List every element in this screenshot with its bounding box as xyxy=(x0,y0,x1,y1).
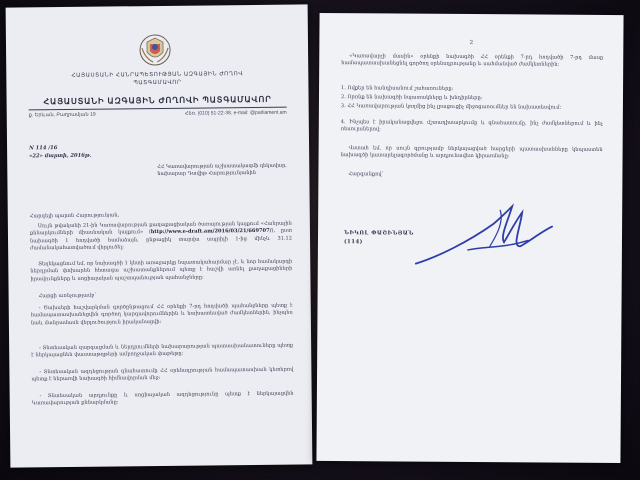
numbered-item: 1. Ովքեր են հանդիսանում շահառուները։ xyxy=(341,85,454,92)
bullet-item: - Տնտեսական ազդեցության գնահատումը ՀՀ օրենսդրության համապատասխան կետերով պետք է ներառվի նախագծի հիմնավորման մեջ։ xyxy=(31,366,294,383)
closing-paragraph: Վստահ եմ, որ սույն գրությամբ ներկայացված հարցերի պատասխանները կնպաստեն նախագծի կատարելագործմանը և արդյունավետ կիրառմանը։ xyxy=(340,145,603,160)
paragraph-1: Սույն թվականի 21-ին Կառավարության քաղաքացիական ծառայության կայքում «Հանրային քննարկումների միասնական կայքում» (http://www.e-draft.am/2016/03/21/669707/), ըստ նախագծի 1 հոդվածի համաձայն, ընթացիկ տարվա ապրիլի 1-ից մինչև 31.12 ժամանակահատվածում վերլուծել։ xyxy=(29,220,293,252)
handwritten-signature xyxy=(408,202,558,273)
recipient-line: ՀՀ Կառավարության աշխատակազմի ղեկավար, xyxy=(157,162,287,171)
address-right: Հեռ. (010) 51-22-38, e-mail: @parliament.am xyxy=(184,109,287,117)
recipient-line: նախարար Դավիթ Հարությունյանին xyxy=(157,169,256,178)
letter-page-1 xyxy=(6,4,313,467)
letter-page-2 xyxy=(316,13,623,463)
numbered-item: 2. Որոնք են նախագծի նպատակները և խնդիրները։ xyxy=(340,94,483,102)
numbered-item: 4. Ինչպես է իրականացվելու մշտադիտարկումը և գնահատումը, ինչ ժամկետներում և ինչ ռեսուրսներով։ xyxy=(340,119,603,133)
bullet-item: - Ծախսերի հաշվարկման գործընթացում ՀՀ օրենքի 7-րդ հոդվածի պահանջները պետք է համապատասխանեցվեն գործող կարգավորումներին և նախատեսված ժամկետներին, ինչպես նաև մանրամասն վերլուծություն իրականացվի։ xyxy=(30,302,293,327)
page-number: 2 xyxy=(469,39,474,47)
bullet-item: - Տնտեսական արդյունքը և սոցիալական ազդեցությունը պետք է ներկայացվեն Կառավարության քննարկմանը։ xyxy=(31,390,294,407)
numbered-item: 3. ՀՀ Կառավարության կողմից ինչ լրացուցիչ միջոցառումներ են նախատեսվում։ xyxy=(340,103,562,111)
regards: Հարգանքով՝ xyxy=(348,171,384,178)
paragraph-2: Տեղեկացնում եմ, որ նախագծի 1 կետի առաջարկը նպատակահարմար չէ, և նոր համակարգի ներդրման փոխարեն հետագա աշխատանքներում պետք է հաշվի առնել քաղաքացիների իրավունքները և սոցիալական պաշտպանության պահանջները։ xyxy=(30,258,293,283)
coat-of-arms-icon xyxy=(137,32,173,68)
paragraph-3: Հարցի առնչությամբ՝ xyxy=(38,292,97,300)
document-date: «22» մարտի, 2016թ. xyxy=(29,152,92,160)
header-title: ՀԱՅԱՍՏԱՆԻ ԱԶԳԱՅԻՆ ԺՈՂՈՎԻ ՊԱՏԳԱՄԱՎՈՐ xyxy=(43,94,272,107)
signer-tag: (114) xyxy=(343,239,363,246)
recipient-block xyxy=(157,163,297,178)
header-line-2: ՊԱՏԳԱՄԱՎՈՐ xyxy=(133,79,182,87)
signer-name: ՆԻԿՈԼ ՓԱՇԻՆՅԱՆ xyxy=(344,230,414,237)
bullet-item: - Տնտեսական զարգացման և ներդրումների նախարարության պատասխանատուները պետք է ներկայացնեն փաստաթղթերի ամբողջական փաթեթը։ xyxy=(31,342,294,359)
address-left: ք. Երևան, Բաղրամյան 19 xyxy=(28,111,96,119)
page2-intro: «Կառավարչի մասին» օրենքի նախագծի ՀՀ օրենքի 7-րդ հոդվածի 7-րդ մասը համապատասխանեցնել գործող օրենսդրությանը և սահմանված ժամկետներին։ xyxy=(341,53,604,69)
signer-block xyxy=(344,229,414,247)
header-line-1: ՀԱՅԱՍՏԱՆԻ ՀԱՆՐԱՊԵՏՈՒԹՅԱՆ ԱԶԳԱՅԻՆ ԺՈՂՈՎ xyxy=(71,71,244,79)
document-number: N 114 /16 xyxy=(29,145,58,152)
salutation: Հարգելի պարոն Հարությունյան, xyxy=(29,212,120,220)
document-url: http://www.e-draft.am/2016/03/21/669707/ xyxy=(150,228,272,236)
